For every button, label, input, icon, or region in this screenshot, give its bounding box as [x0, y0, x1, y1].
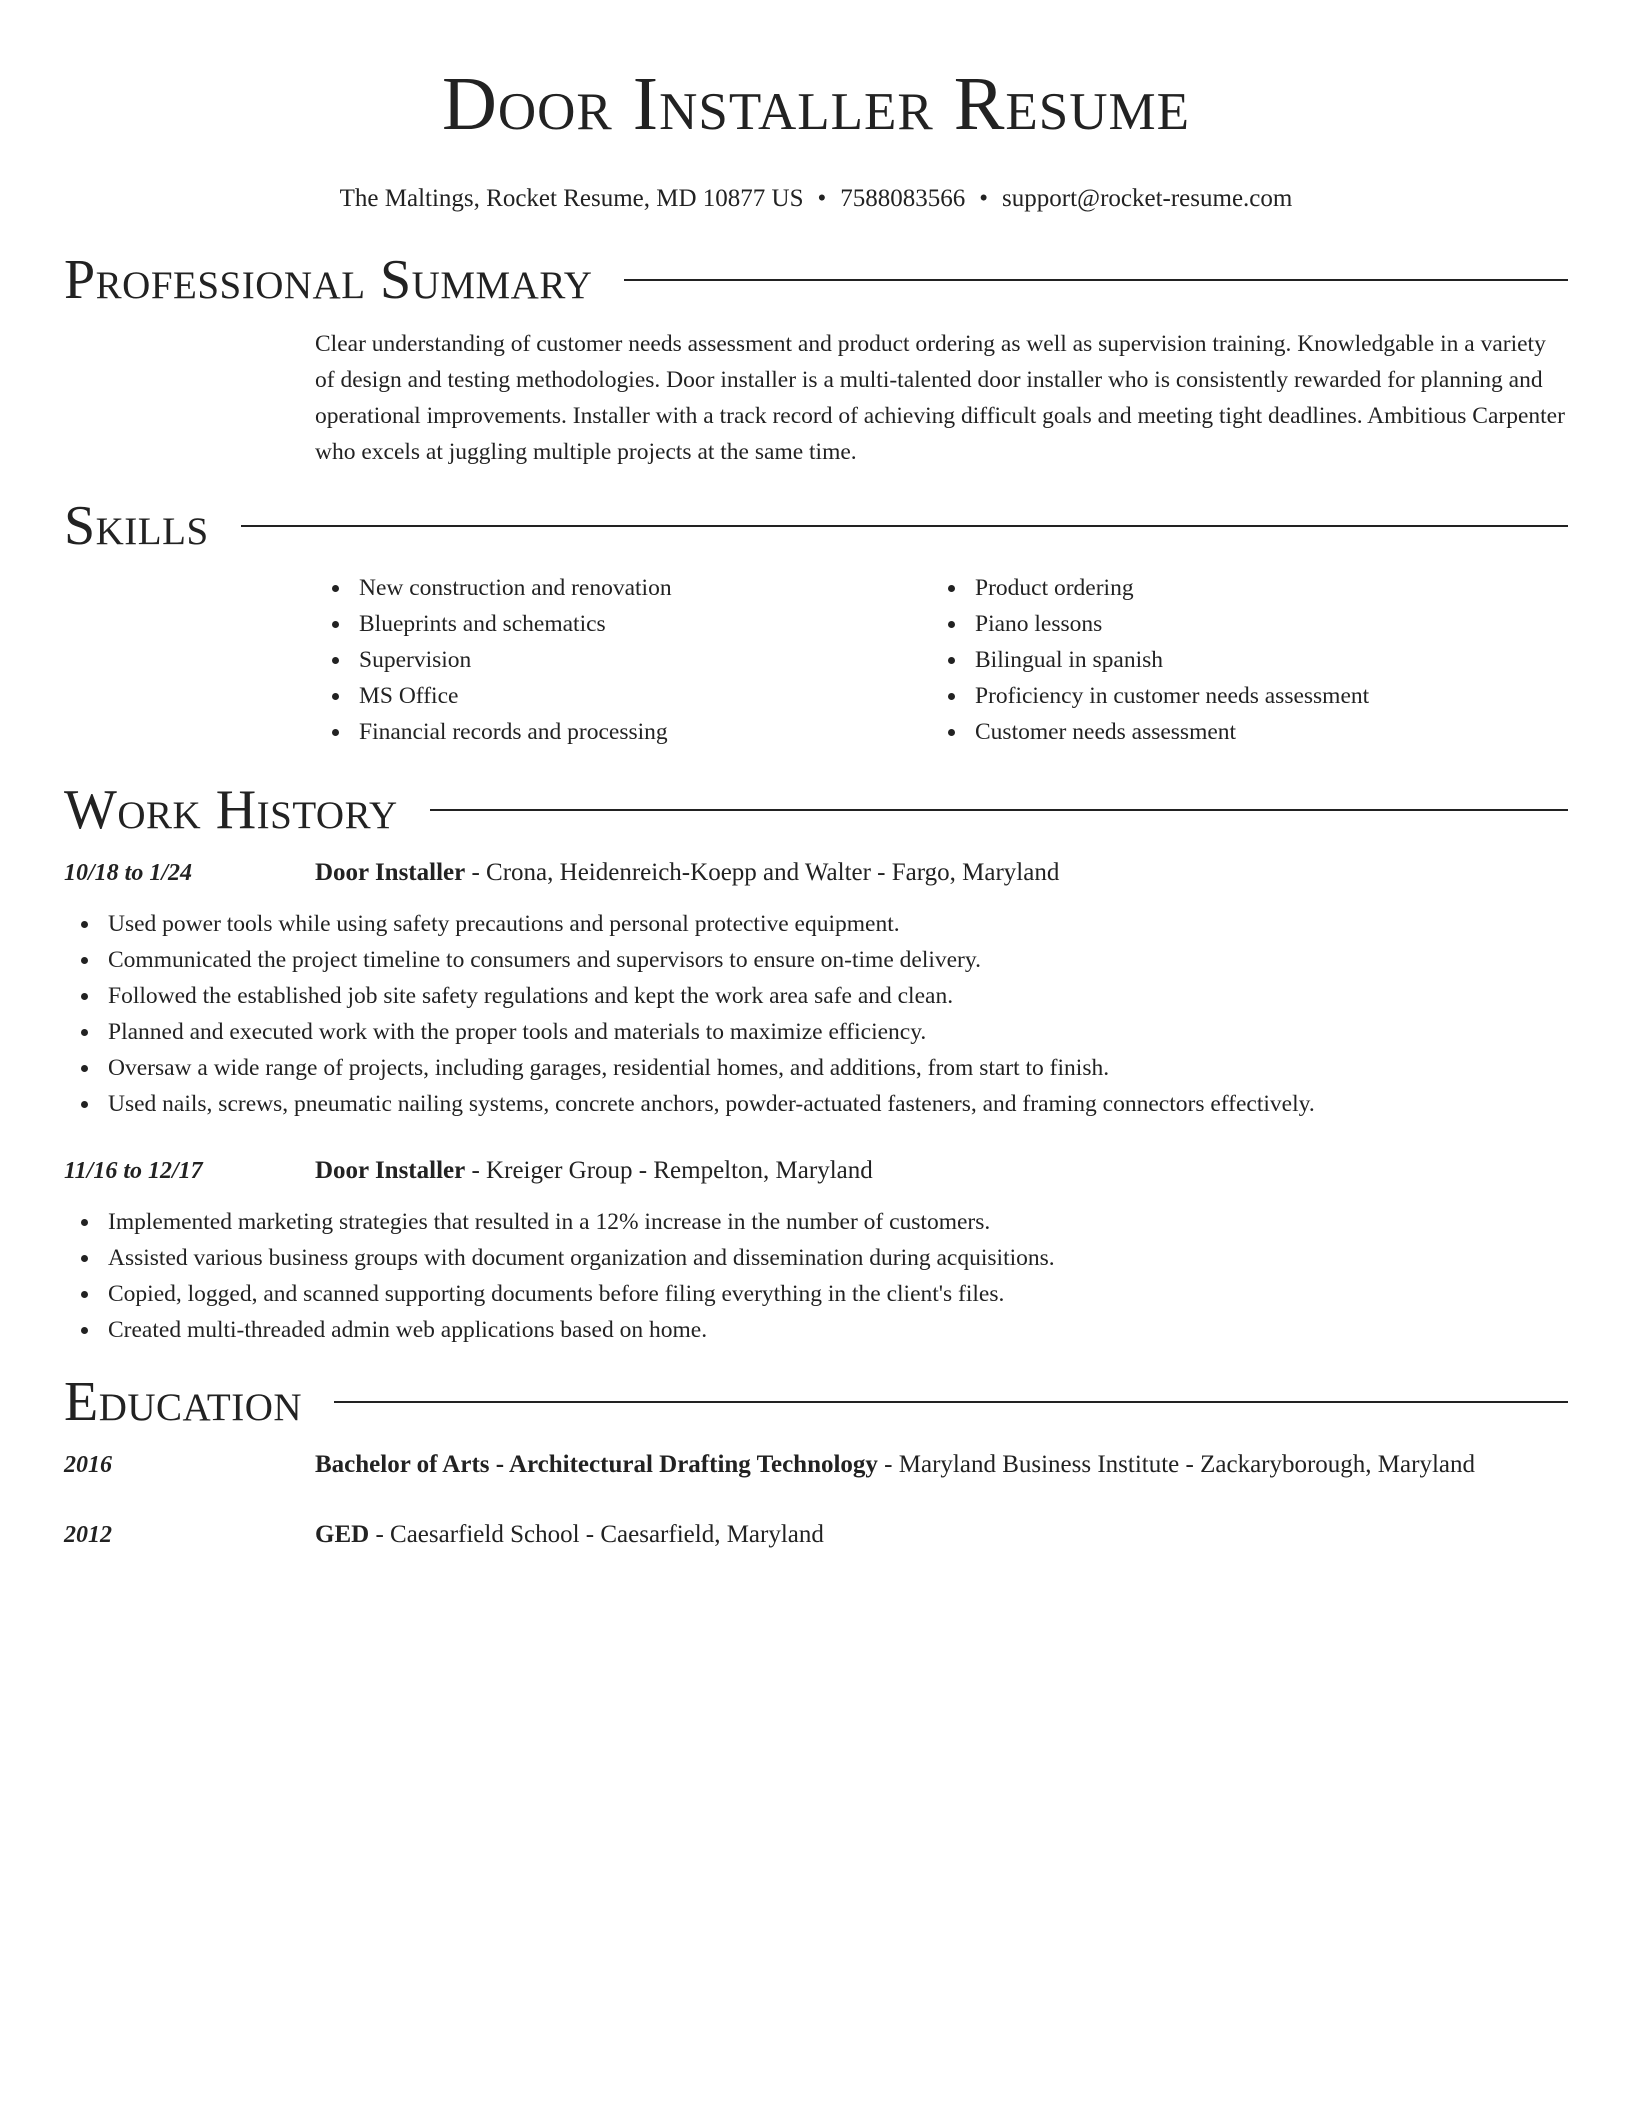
job-bullet: Communicated the project timeline to consumers and supervisors to ensure on-time delivery.	[64, 942, 1568, 978]
job-title-line	[315, 856, 1059, 890]
job-header	[64, 1154, 1568, 1188]
skill-item: MS Office	[315, 678, 931, 714]
education-school: - Caesarfield School - Caesarfield, Maryland	[369, 1521, 824, 1548]
skills-column-left	[315, 570, 931, 750]
skill-item: Supervision	[315, 642, 931, 678]
education-line	[315, 1448, 1475, 1482]
section-divider	[334, 1401, 1568, 1403]
job-bullet: Implemented marketing strategies that resulted in a 12% increase in the number of customers.	[64, 1204, 1568, 1240]
skill-item: Piano lessons	[931, 606, 1547, 642]
job-employer: - Kreiger Group - Rempelton, Maryland	[465, 1157, 873, 1184]
contact-phone: 7588083566	[840, 185, 966, 212]
job-bullet: Created multi-threaded admin web applications based on home.	[64, 1312, 1568, 1348]
section-divider	[430, 809, 1568, 811]
job-dates: 11/16 to 12/17	[64, 1158, 203, 1184]
resume-title: Door Installer Resume	[441, 62, 1191, 146]
job-title-line	[315, 1154, 873, 1188]
skill-item: Blueprints and schematics	[315, 606, 931, 642]
job-bullet: Assisted various business groups with document organization and dissemination during acquisitions.	[64, 1240, 1568, 1276]
job-employer: - Crona, Heidenreich-Koepp and Walter - Fargo, Maryland	[465, 859, 1060, 886]
education-year: 2016	[64, 1452, 112, 1478]
education-school: - Maryland Business Institute - Zackaryborough, Maryland	[877, 1451, 1476, 1478]
skill-item: Financial records and processing	[315, 714, 931, 750]
education-line	[315, 1518, 824, 1552]
job-bullets	[64, 906, 1568, 1122]
education-entry	[64, 1448, 1568, 1482]
contact-line	[64, 184, 1568, 214]
job-entry	[64, 856, 1568, 1122]
job-entry	[64, 1154, 1568, 1348]
education-entry	[64, 1518, 1568, 1552]
job-bullet: Used power tools while using safety precautions and personal protective equipment.	[64, 906, 1568, 942]
section-heading-skills: Skills	[64, 495, 209, 557]
job-bullets	[64, 1204, 1568, 1348]
education-section	[64, 1372, 1568, 1552]
education-year: 2012	[64, 1522, 112, 1548]
job-bullet: Planned and executed work with the proper tools and materials to maximize efficiency.	[64, 1014, 1568, 1050]
skill-item: Product ordering	[931, 570, 1547, 606]
education-degree: Bachelor of Arts - Architectural Drafting Technology	[315, 1451, 878, 1478]
contact-email: support@rocket-resume.com	[1002, 185, 1293, 212]
job-bullet: Copied, logged, and scanned supporting documents before filing everything in the client's files.	[64, 1276, 1568, 1312]
work-history-section	[64, 780, 1568, 1348]
section-header	[64, 496, 1568, 556]
section-header	[64, 250, 1568, 310]
contact-separator: •	[979, 185, 989, 212]
contact-separator: •	[817, 185, 827, 212]
job-bullet: Followed the established job site safety regulations and kept the work area safe and clean.	[64, 978, 1568, 1014]
summary-text: Clear understanding of customer needs assessment and product ordering as well as supervision training. Knowledgable in a variety of design and testing methodologies. Door installer is a multi-talented door installer who is consistently rewarded for planning and operational improvements. Installer with a track record of achieving difficult goals and meeting tight deadlines. Ambitious Carpenter who excels at juggling multiple projects at the same time.	[315, 331, 1565, 465]
skill-item: Proficiency in customer needs assessment	[931, 678, 1547, 714]
section-heading-work-history: Work History	[64, 779, 398, 841]
section-divider	[624, 279, 1568, 281]
job-title: Door Installer	[315, 1157, 466, 1184]
job-dates: 10/18 to 1/24	[64, 860, 193, 886]
job-bullet: Used nails, screws, pneumatic nailing systems, concrete anchors, powder-actuated fasteners, and framing connectors effectively.	[64, 1086, 1568, 1122]
job-header	[64, 856, 1568, 890]
skills-column-right	[931, 570, 1547, 750]
section-divider	[241, 525, 1568, 527]
section-header	[64, 780, 1568, 840]
skills-grid	[315, 570, 1568, 750]
skill-item: Customer needs assessment	[931, 714, 1547, 750]
section-header	[64, 1372, 1568, 1432]
skill-item: New construction and renovation	[315, 570, 931, 606]
section-heading-education: Education	[64, 1371, 303, 1433]
job-title: Door Installer	[315, 859, 466, 886]
section-heading-summary: Professional Summary	[64, 249, 593, 311]
resume-page	[64, 0, 1568, 1552]
summary-section	[64, 250, 1568, 470]
skills-section	[64, 496, 1568, 750]
contact-address: The Maltings, Rocket Resume, MD 10877 US	[339, 185, 804, 212]
education-degree: GED	[315, 1521, 370, 1548]
job-bullet: Oversaw a wide range of projects, including garages, residential homes, and additions, from start to finish.	[64, 1050, 1568, 1086]
skill-item: Bilingual in spanish	[931, 642, 1547, 678]
